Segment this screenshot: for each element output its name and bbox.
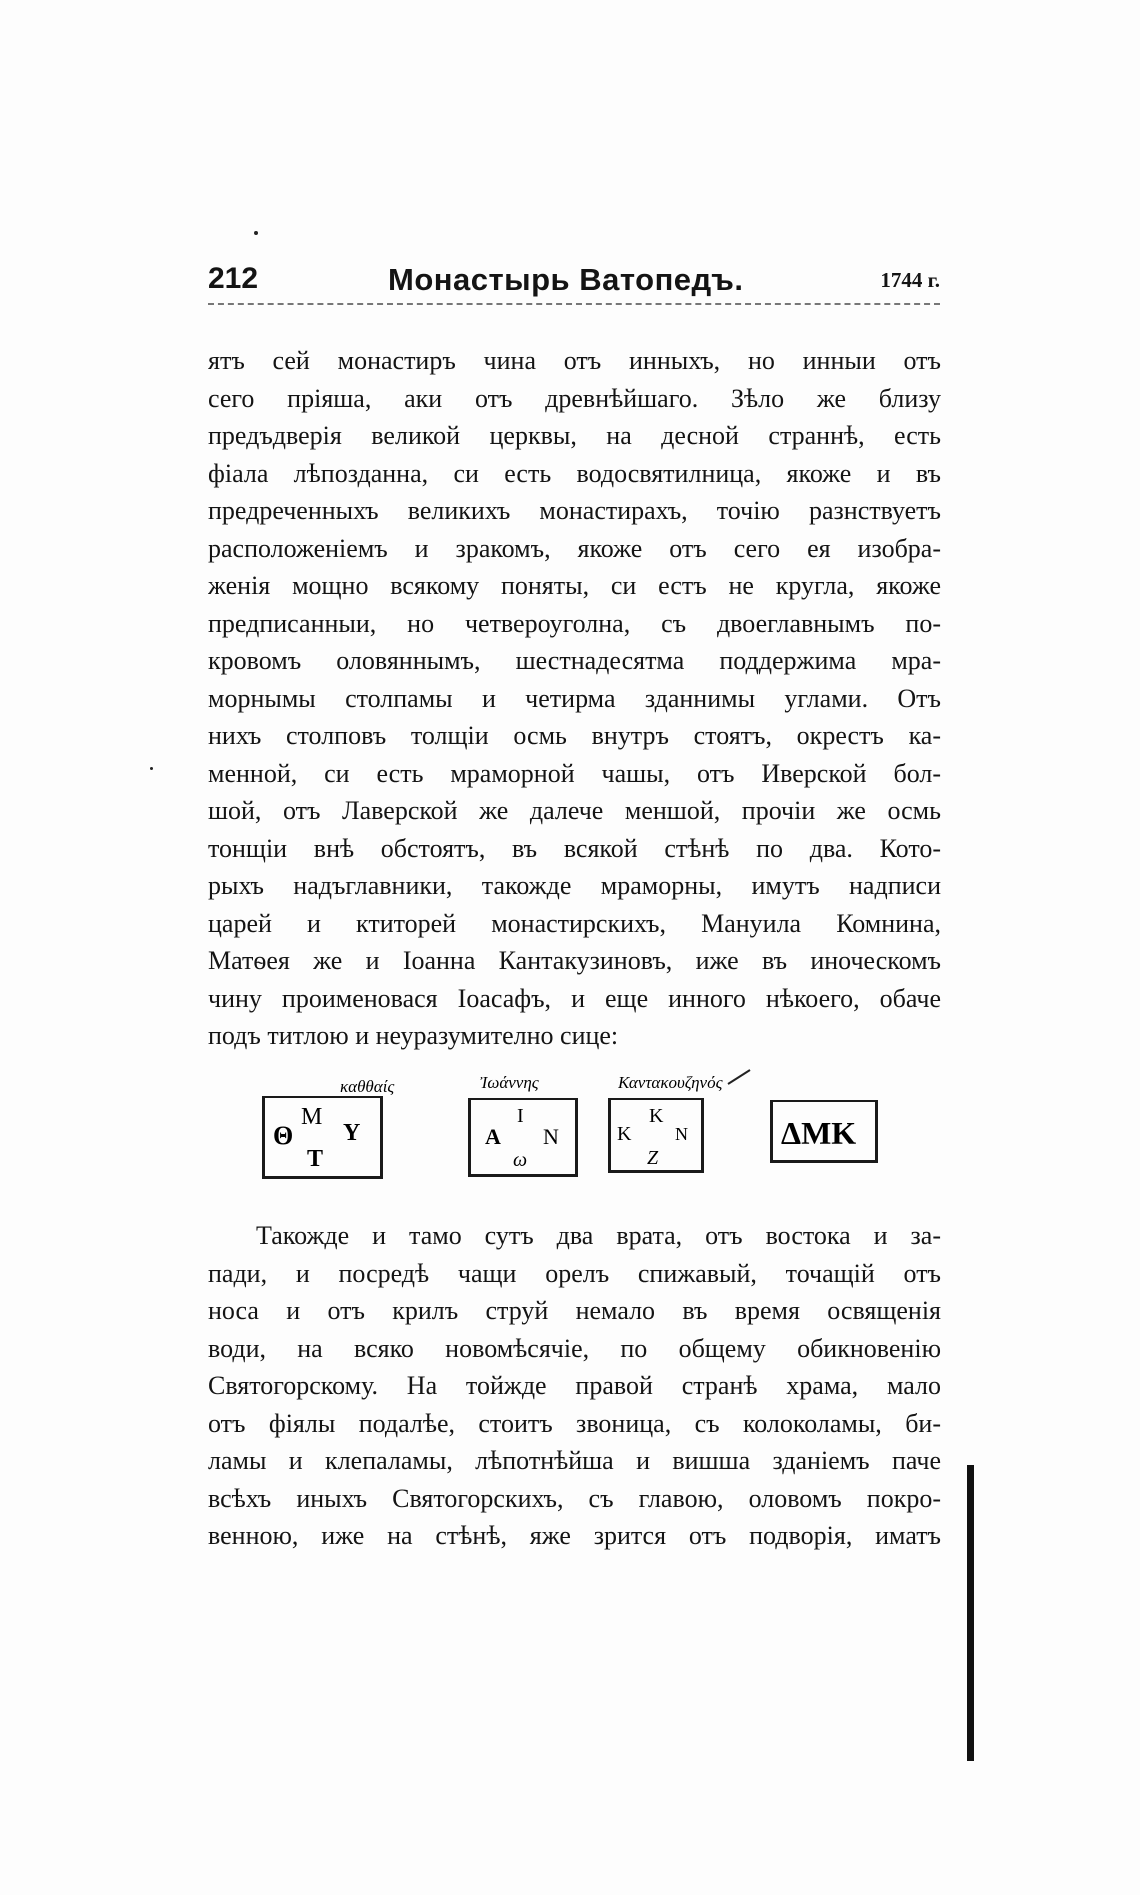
scan-edge-bar <box>967 1465 974 1761</box>
header-year: 1744 г. <box>880 268 940 292</box>
text-line: Матѳея же и Іоанна Кантакузиновъ, иже въ иноческомъ <box>208 946 941 975</box>
monogram-letter: ΔΜΚ <box>781 1115 857 1151</box>
text-line: венною, иже на стѣнѣ, яже зрится отъ подворія, иматъ <box>208 1521 941 1550</box>
text-line: фіала лѣпозданна, си есть водосвятилница, якоже и въ <box>208 458 941 488</box>
text-line: нихъ столповъ толщіи осмь внутръ стоятъ, окрестъ ка- <box>208 721 941 750</box>
text-line: води, на всяко новомѣсячіе, по общему обикновенію <box>208 1333 941 1363</box>
monogram-2-annotation <box>480 1068 600 1098</box>
monogram-3 <box>608 1098 704 1173</box>
page-number: 212 <box>208 262 259 295</box>
text-line: носа и отъ крилъ струй немало въ время освященія <box>208 1296 941 1325</box>
monogram-3-annotation <box>618 1068 768 1098</box>
monogram-letter: Κ <box>649 1105 664 1127</box>
monogram-1-annotation <box>340 1072 460 1102</box>
monogram-3-drawing <box>611 1100 701 1170</box>
monogram-figure <box>258 1068 898 1198</box>
text-line: подъ титлою и неуразумително сице: <box>208 1021 619 1050</box>
stray-mark <box>254 231 258 235</box>
text-line: всѣхъ иныхъ Святогорскихъ, съ главою, оловомъ покро- <box>208 1483 941 1513</box>
annotation-text: Καντακουζηνός <box>618 1073 723 1092</box>
text-line: ламы и клепаламы, лѣпотнѣйша и вишша зданіемъ паче <box>208 1446 941 1475</box>
text-line: расположенiемъ и зракомъ, якоже отъ сего ея изобра- <box>208 533 941 563</box>
text-line: предреченныхъ великихъ монастирахъ, точію разнствуетъ <box>208 496 941 525</box>
text-line: сего пріяша, аки отъ древнѣйшаго. Зѣло же близу <box>208 383 941 413</box>
text-line: женія мощно всякому поняты, си естъ не кругла, якоже <box>208 571 941 600</box>
text-line: ятъ сей монастиръ чина отъ инныхъ, но инныи отъ <box>208 346 941 375</box>
header-rule <box>208 303 940 305</box>
monogram-letter: Θ <box>273 1121 294 1150</box>
text-line: предписанныи, но четвероуголна, съ двоеглавнымъ по- <box>208 608 941 638</box>
monogram-1 <box>262 1096 383 1179</box>
monogram-letter: Υ <box>343 1120 361 1146</box>
text-line: предъдверія великой церквы, на десной страннѣ, есть <box>208 421 941 450</box>
text-line: чину прoименовася Іоасафъ, и еще инного нѣкоего, обаче <box>208 983 941 1013</box>
text-line: Такожде и тамо сутъ два врата, отъ востока и за- <box>256 1221 941 1250</box>
text-line: царей и ктиторей монастирскихъ, Мануила Комнина, <box>208 908 941 938</box>
monogram-letter: Ν <box>675 1124 688 1144</box>
stray-mark <box>150 767 153 770</box>
monogram-letter: Μ <box>301 1104 323 1130</box>
running-title: Монастырь Ватопедъ. <box>388 262 744 297</box>
paragraph-1 <box>208 342 941 1055</box>
monogram-letter: Ν <box>543 1124 559 1149</box>
text-line: рыхъ надъглавники, такожде мраморны, имутъ надписи <box>208 871 941 900</box>
text-line: пади, и посредѣ чащи орелъ спижавый, точащій отъ <box>208 1258 941 1288</box>
monogram-letter: Κ <box>617 1123 632 1145</box>
monogram-letter: Α <box>485 1124 501 1149</box>
monogram-4-drawing <box>773 1102 875 1160</box>
text-line: Святогорскому. На тойжде правой странѣ храма, мало <box>208 1371 941 1400</box>
paragraph-2 <box>208 1217 941 1555</box>
annotation-accent <box>728 1070 750 1084</box>
annotation-text: καθθαίς <box>340 1077 395 1096</box>
text-line: кровомъ оловяннымъ, шестнадесятма поддержима мра- <box>208 646 941 675</box>
monogram-2-drawing <box>471 1100 575 1174</box>
monogram-letter: ω <box>513 1149 528 1171</box>
monogram-letter: Τ <box>307 1146 324 1172</box>
monogram-4 <box>770 1100 878 1163</box>
monogram-2 <box>468 1098 578 1177</box>
text-line: тонщіи внѣ обстоятъ, въ всякой стѣнѣ по два. Кото- <box>208 833 941 863</box>
monogram-1-drawing <box>265 1098 380 1176</box>
annotation-text: Ἰωάννης <box>480 1073 539 1092</box>
text-line: отъ фіялы подалѣе, стоитъ звоница, съ колоколамы, би- <box>208 1408 941 1438</box>
monogram-letter: Ζ <box>647 1147 659 1169</box>
text-line: шой, отъ Лаверской же далече меншой, прочіи же осмь <box>208 796 941 825</box>
text-line: морнымы столпамы и четирма зданнимы углами. Отъ <box>208 683 941 713</box>
page-header <box>208 262 940 306</box>
text-line: менной, си есть мраморной чашы, отъ Иверской бол- <box>208 758 941 788</box>
monogram-letter: Ι <box>517 1105 524 1127</box>
